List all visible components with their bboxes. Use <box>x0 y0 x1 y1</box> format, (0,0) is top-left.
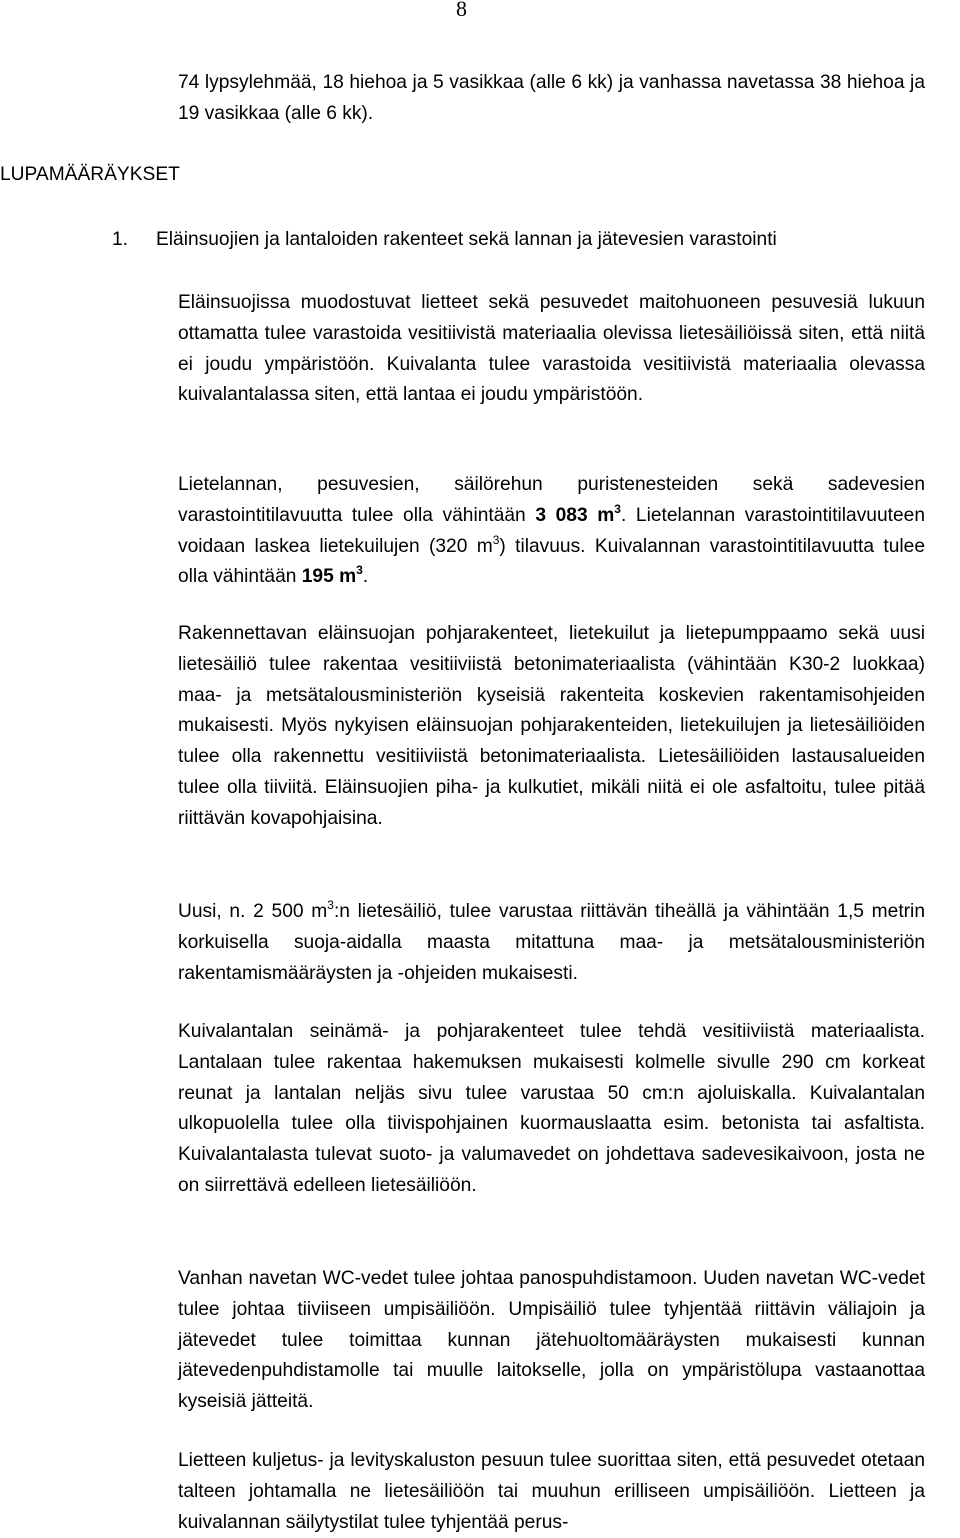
paragraph-text: Vanhan navetan WC-vedet tulee johtaa panospuhdistamoon. Uuden navetan WC-vedet tulee johtaa tiiviiseen umpisäiliöön. Umpisäiliö tulee tyhjentää riittävin väliajoin ja jätevedet tulee toimittaa kunnan jätehuoltomääräysten mukaisesti kunnan jätevedenpuhdistamolle tai muulle laitokselle, jolla on ympäristölupa vastaanottaa kyseisiä jätteitä. <box>178 1268 925 1413</box>
text-segment: Uusi, n. 2 500 m <box>178 901 328 922</box>
paragraph-new-tank <box>178 897 925 989</box>
paragraph-foundations <box>178 619 925 835</box>
text-segment: . <box>362 566 369 588</box>
paragraph-wc-water <box>178 1264 925 1418</box>
paragraph-text <box>178 470 925 593</box>
intro-text <box>178 68 925 130</box>
superscript: 3 <box>492 532 500 547</box>
paragraph-equipment-washing <box>178 1446 925 1538</box>
paragraph-text <box>178 897 925 989</box>
text-segment: ) tilavuus. Kuivalannan varastointitilavuutta tulee olla vähintään <box>178 535 926 588</box>
paragraph-text: Rakennettavan eläinsuojan pohjarakenteet, lietekuilut ja lietepumppaamo sekä uusi lietesäiliö tulee rakentaa vesitiiviistä betonimateriaalista (vähintään K30-2 luokkaa) maa- ja metsätalousministeriön kyseisiä rakenteita koskevien rakentamisohjeiden mukaisesti. Myös nykyisen eläinsuojan pohjarakenteiden, lietekuilujen ja lietesäiliöiden tulee olla rakennettu vesitiiviistä betonimateriaalista. Lietesäiliöiden lastausalueiden tulee olla tiiviitä. Eläinsuojien piha- ja kulkutiet, mikäli niitä ei ole asfaltoitu, tulee pitää riittävän kovapohjaisina. <box>178 623 925 829</box>
page-number: 8 <box>456 0 467 21</box>
section-heading: LUPAMÄÄRÄYKSET <box>0 164 180 185</box>
item-title: Eläinsuojien ja lantaloiden rakenteet sekä lannan ja jätevesien varastointi <box>156 229 777 250</box>
volume-slurry-value: 3 083 $m^3$ <box>535 501 621 526</box>
volume-manure-value: 195 $m^3$ <box>301 563 363 588</box>
paragraph-text: Eläinsuojissa muodostuvat lietteet sekä pesuvedet maitohuoneen pesuvesiä lukuun ottamatta tulee varastoida vesitiivistä materiaalia olevissa lietesäiliöissä siten, että niitä ei joudu ympäristöön. Kuivalanta tulee varastoida vesitiivistä materiaalia olevassa kuivalantalassa siten, että lantaa ei joudu ympäristöön. <box>178 292 925 406</box>
paragraph-text: Kuivalantalan seinämä- ja pohjarakenteet tulee tehdä vesitiiviistä materiaalista. Lantalaan tulee rakentaa hakemuksen mukaisesti kolmelle sivulle 290 cm korkeat reunat ja lantalan neljäs sivu tulee varustaa 50 cm:n ajoluiskalla. Kuivalantalan ulkopuolella tulee olla tiivispohjainen kuormauslaatta esim. betonista tai asfaltista. Kuivalantalasta tulevat suoto- ja valumavedet on johdettava sadevesikaivoon, josta ne on siirrettävä edelleen lietesäiliöön. <box>178 1021 925 1196</box>
item-number: 1. <box>112 229 129 250</box>
text-segment: . Lietelannan varastointitilavuuteen voidaan laskea lietekuilujen (320 m <box>178 504 925 557</box>
paragraph-storage-volume <box>178 470 925 593</box>
paragraph-text: Lietteen kuljetus- ja levityskaluston pesuun tulee suorittaa siten, että pesuvedet otetaan talteen johtamalla ne lietesäiliöön tai muuhun erilliseen umpisäiliöön. Lietteen ja kuivalannan säilytystilat tulee tyhjentää perus- <box>178 1450 925 1533</box>
text-segment: Lietelannan, pesuvesien, säilörehun puristenesteiden sekä sadevesien varastointitilavuutta tulee olla vähintään <box>178 474 925 526</box>
intro-paragraph: 74 lypsylehmää, 18 hiehoa ja 5 vasikkaa (alle 6 kk) ja vanhassa navetassa 38 hiehoa ja 19 vasikkaa (alle 6 kk). <box>178 72 925 124</box>
text-segment: :n lietesäiliö, tulee varustaa riittävän tiheällä ja vähintään 1,5 metrin korkuisella suoja-aidalla maasta mitattuna maa- ja metsätalousministeriön rakentamismääräysten ja -ohjeiden mukaisesti. <box>178 901 925 984</box>
paragraph-slurry-storage <box>178 288 925 411</box>
paragraph-manure-storage <box>178 1017 925 1202</box>
numbered-item-title <box>112 225 960 255</box>
superscript: 3 <box>327 898 334 912</box>
